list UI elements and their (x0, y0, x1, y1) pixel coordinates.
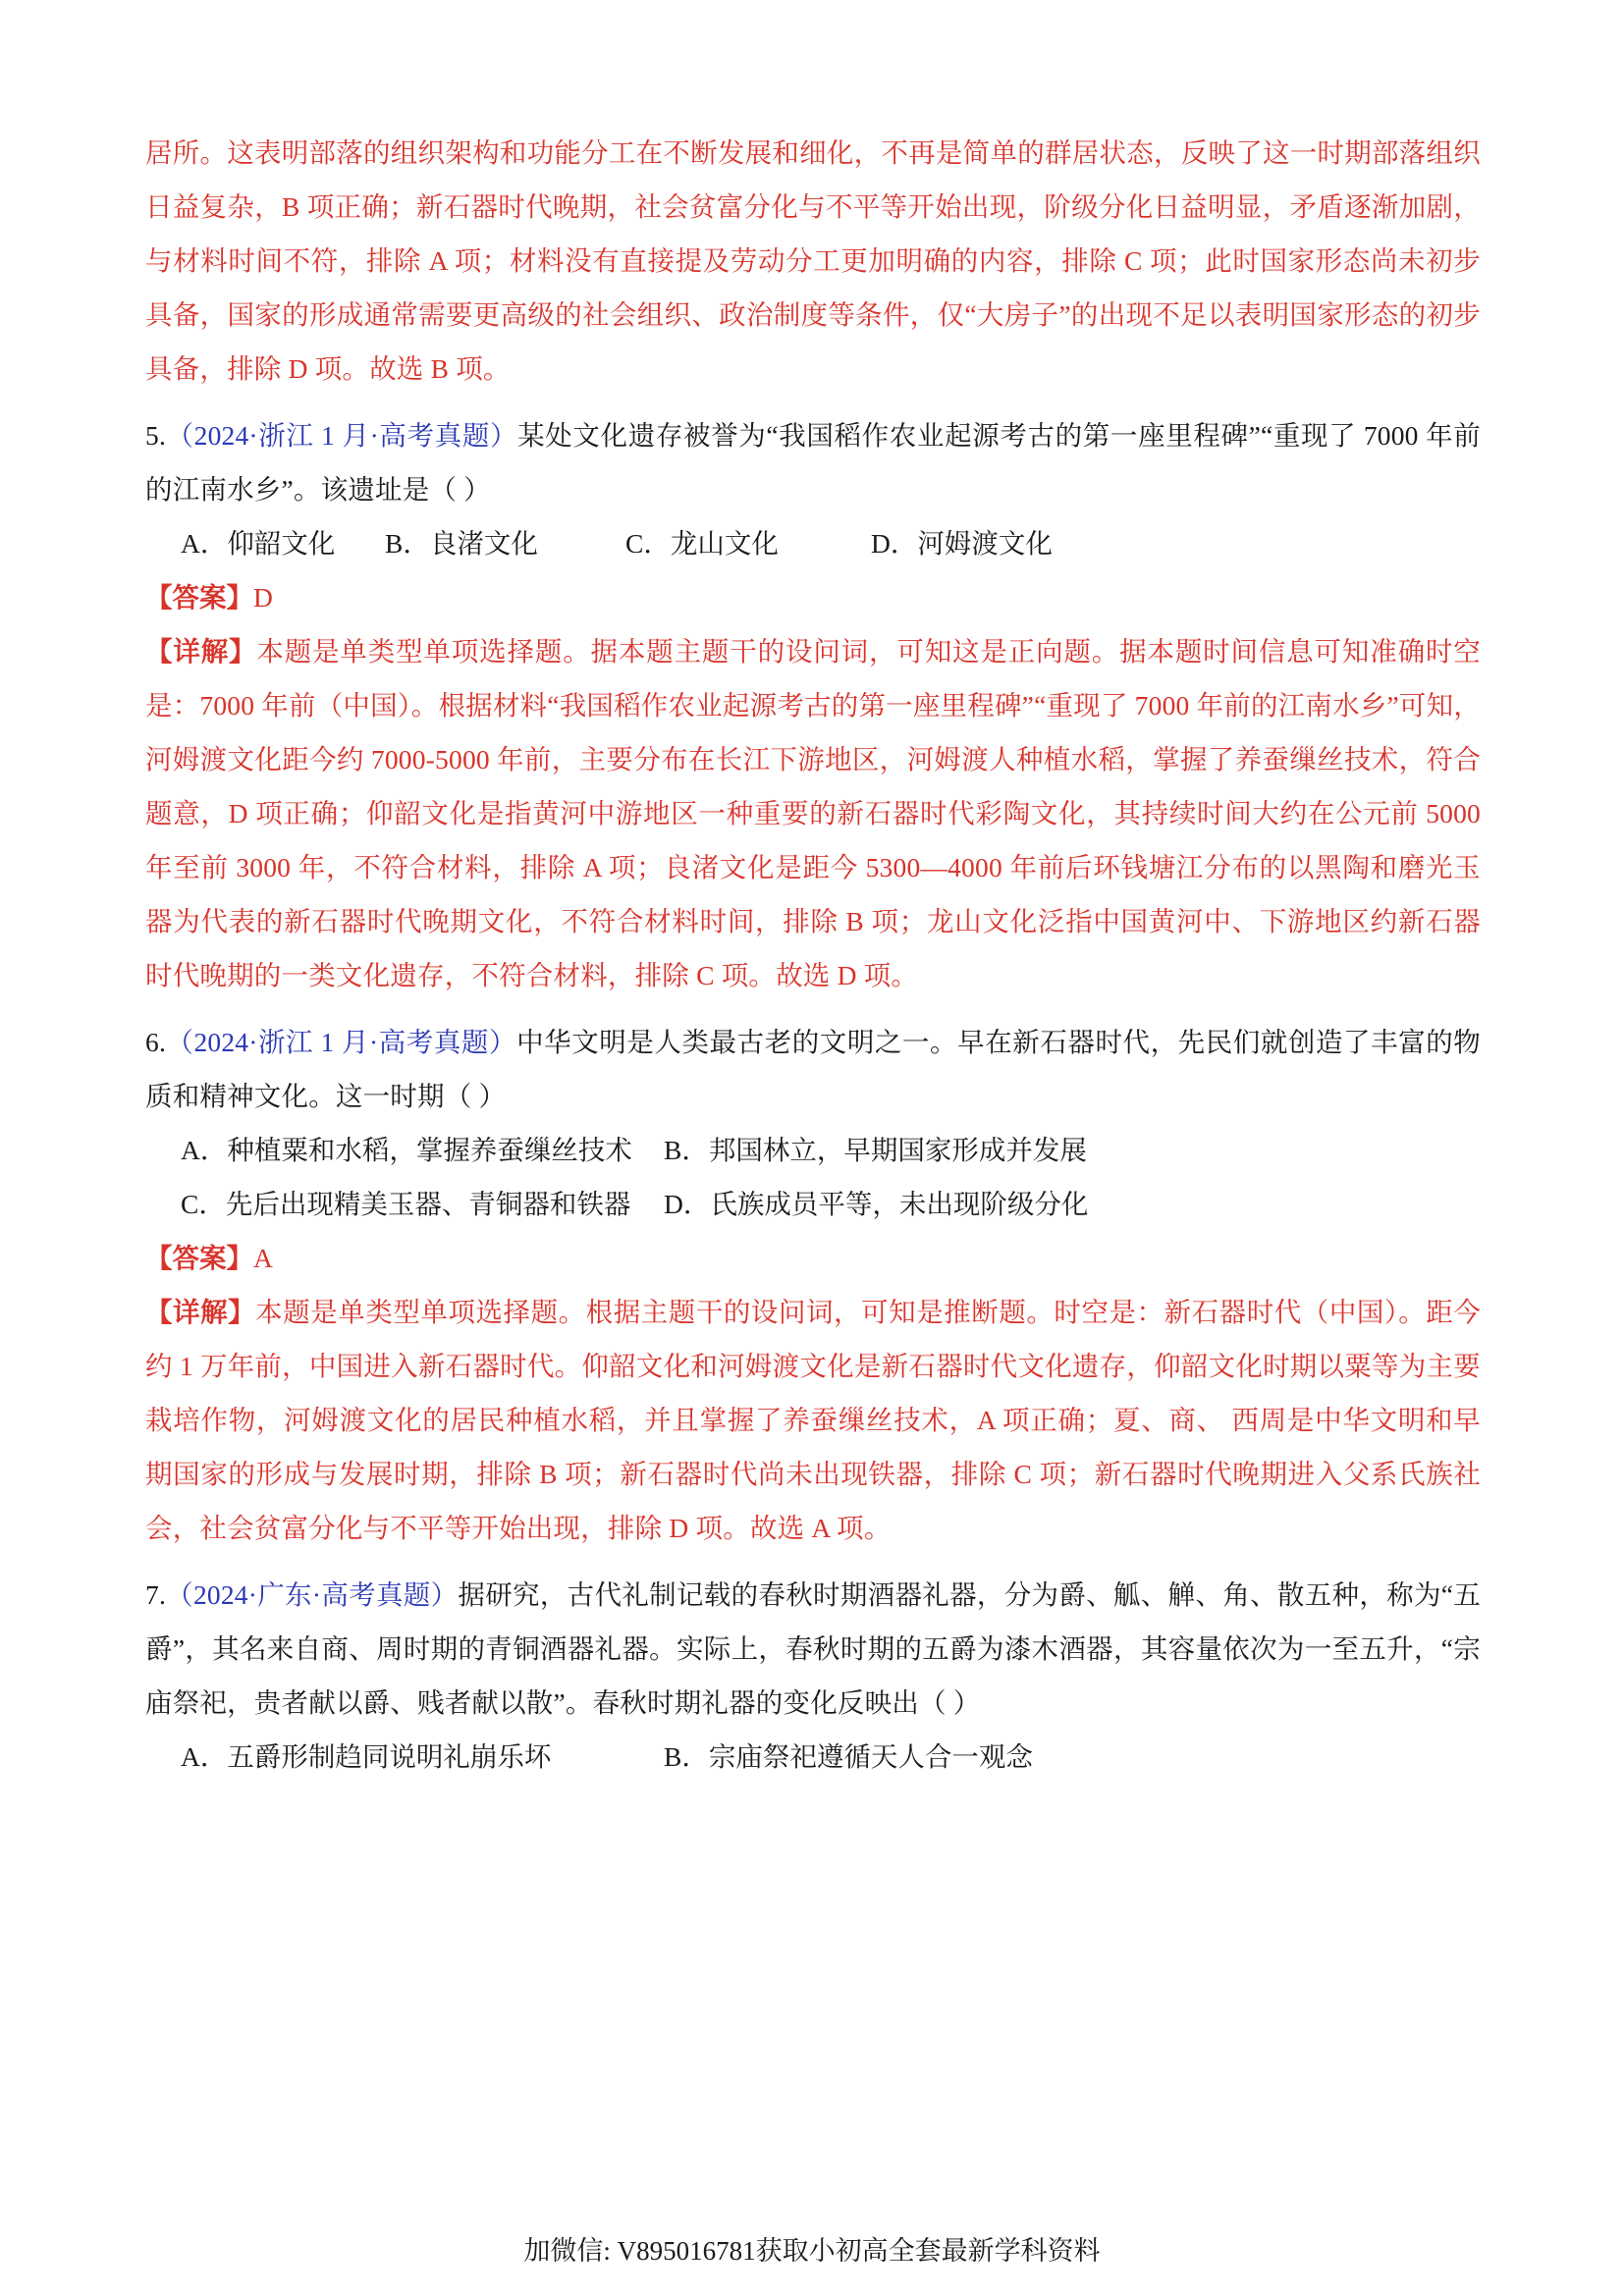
question-7-option-b[interactable] (664, 1730, 1033, 1784)
explanation-tag: 【详解】 (145, 636, 257, 667)
explanation-text: 本题是单类型单项选择题。据本题主题干的设问词，可知这是正向题。据本题时间信息可知准确时空是：7000 年前（中国）。根据材料“我国稻作农业起源考古的第一座里程碑”“重现了 7000 年前的江南水乡”可知，河姆渡文化距今约 7000-5000 年前，主要分布在长江下游地区，河姆渡人种植水稻，掌握了养蚕缫丝技术，符合题意，D 项正确；仰韶文化是指黄河中游地区一种重要的新石器时代彩陶文化，其持续时间大约在公元前 5000 年至前 3000 年，不符合材料，排除 A 项；良渚文化是距今 5300—4000 年前后环钱塘江分布的以黑陶和磨光玉器为代表的新石器时代晚期文化，不符合材料时间，排除 B 项；龙山文化泛指中国黄河中、下游地区约新石器时代晚期的一类文化遗存，不符合材料，排除 C 项。故选 D 项。 (145, 636, 1481, 990)
question-6-text: 中华文明是人类最古老的文明之一。早在新石器时代，先民们就创造了丰富的物质和精神文化。这一时期（ ） (145, 1027, 1482, 1111)
option-text: 种植粟和水稻，掌握养蚕缫丝技术 (227, 1135, 632, 1165)
question-7-stem (145, 1568, 1481, 1730)
explanation-tag: 【详解】 (145, 1297, 256, 1327)
page-content (145, 126, 1481, 1784)
option-text: 河姆渡文化 (917, 528, 1053, 559)
question-6-stem (145, 1015, 1481, 1123)
question-7-text: 据研究，古代礼制记载的春秋时期酒器礼器，分为爵、觚、觯、角、散五种，称为“五爵”，其名来自商、周时期的青铜酒器礼器。实际上，春秋时期的五爵为漆木酒器，其容量依次为一至五升，“宗庙祭祀，贵者献以爵、贱者献以散”。春秋时期礼器的变化反映出（ ） (145, 1579, 1481, 1718)
question-7-option-a[interactable] (181, 1730, 664, 1784)
option-text: 良渚文化 (429, 528, 538, 559)
answer-tag: 【答案】 (145, 1243, 253, 1273)
question-6-options-row-2 (145, 1177, 1481, 1231)
question-6-option-b[interactable] (664, 1123, 1087, 1177)
question-5-number: 5. (145, 420, 167, 451)
option-text: 先后出现精美玉器、青铜器和铁器 (225, 1189, 631, 1219)
question-5-option-c[interactable] (625, 516, 871, 570)
option-label: D． (871, 528, 918, 559)
option-label: C． (625, 528, 671, 559)
question-5-text: 某处文化遗存被誉为“我国稻作农业起源考古的第一座里程碑”“重现了 7000 年前的江南水乡”。该遗址是（ ） (145, 420, 1481, 505)
continued-explanation-paragraph: 居所。这表明部落的组织架构和功能分工在不断发展和细化，不再是简单的群居状态，反映了这一时期部落组织日益复杂，B 项正确；新石器时代晚期，社会贫富分化与不平等开始出现，阶级分化日益明显，矛盾逐渐加剧，与材料时间不符，排除 A 项；材料没有直接提及劳动分工更加明确的内容，排除 C 项；此时国家形态尚未初步具备，国家的形成通常需要更高级的社会组织、政治制度等条件，仅“大房子”的出现不足以表明国家形态的初步具备，排除 D 项。故选 B 项。 (145, 137, 1481, 384)
question-5-option-d[interactable] (871, 516, 1053, 570)
explanation-text: 本题是单类型单项选择题。根据主题干的设问词，可知是推断题。时空是：新石器时代（中国）。距今约 1 万年前，中国进入新石器时代。仰韶文化和河姆渡文化是新石器时代文化遗存，仰韶文化时期以粟等为主要栽培作物，河姆渡文化的居民种植水稻，并且掌握了养蚕缫丝技术，A 项正确；夏、商、 西周是中华文明和早期国家的形成与发展时期，排除 B 项；新石器时代尚未出现铁器，排除 C 项；新石器时代晚期进入父系氏族社会，社会贫富分化与不平等开始出现，排除 D 项。故选 A 项。 (145, 1297, 1481, 1543)
option-text: 邦国林立，早期国家形成并发展 (708, 1135, 1087, 1165)
question-6-answer-value: A (253, 1243, 273, 1273)
question-5-stem (145, 408, 1481, 516)
option-label: C． (181, 1189, 226, 1219)
answer-tag: 【答案】 (145, 582, 253, 613)
question-6-option-d[interactable] (664, 1177, 1088, 1231)
option-text: 宗庙祭祀遵循天人合一观念 (708, 1741, 1033, 1772)
question-5-answer-line (145, 570, 1481, 624)
question-5-answer-value: D (253, 582, 273, 613)
question-6-option-a[interactable] (181, 1123, 664, 1177)
option-text: 氏族成员平等，未出现阶级分化 (710, 1189, 1089, 1219)
question-6-number: 6. (145, 1027, 167, 1057)
question-6-explanation (145, 1285, 1481, 1555)
question-7-source: （2024·广东·高考真题） (166, 1579, 459, 1610)
question-5-option-a[interactable] (181, 516, 385, 570)
option-text: 龙山文化 (670, 528, 779, 559)
question-6-option-c[interactable] (181, 1177, 664, 1231)
option-label: A． (181, 1135, 228, 1165)
question-5-explanation (145, 624, 1481, 1002)
option-label: B． (385, 528, 430, 559)
question-5-options (145, 516, 1481, 570)
option-label: A． (181, 528, 228, 559)
question-6-source: （2024·浙江 1 月·高考真题） (166, 1027, 517, 1057)
option-label: D． (664, 1189, 711, 1219)
question-6-answer-line (145, 1231, 1481, 1285)
question-7-options-row-1 (145, 1730, 1481, 1784)
option-text: 仰韶文化 (227, 528, 336, 559)
question-5-source: （2024·浙江 1 月·高考真题） (166, 420, 518, 451)
option-label: B． (664, 1135, 709, 1165)
page-footer: 加微信: V895016781获取小初高全套最新学科资料 (523, 2236, 1101, 2266)
option-label: A． (181, 1741, 228, 1772)
question-6-options-row-1 (145, 1123, 1481, 1177)
option-label: B． (664, 1741, 709, 1772)
question-5-option-b[interactable] (385, 516, 625, 570)
option-text: 五爵形制趋同说明礼崩乐坏 (227, 1741, 552, 1772)
question-7-number: 7. (145, 1579, 167, 1610)
